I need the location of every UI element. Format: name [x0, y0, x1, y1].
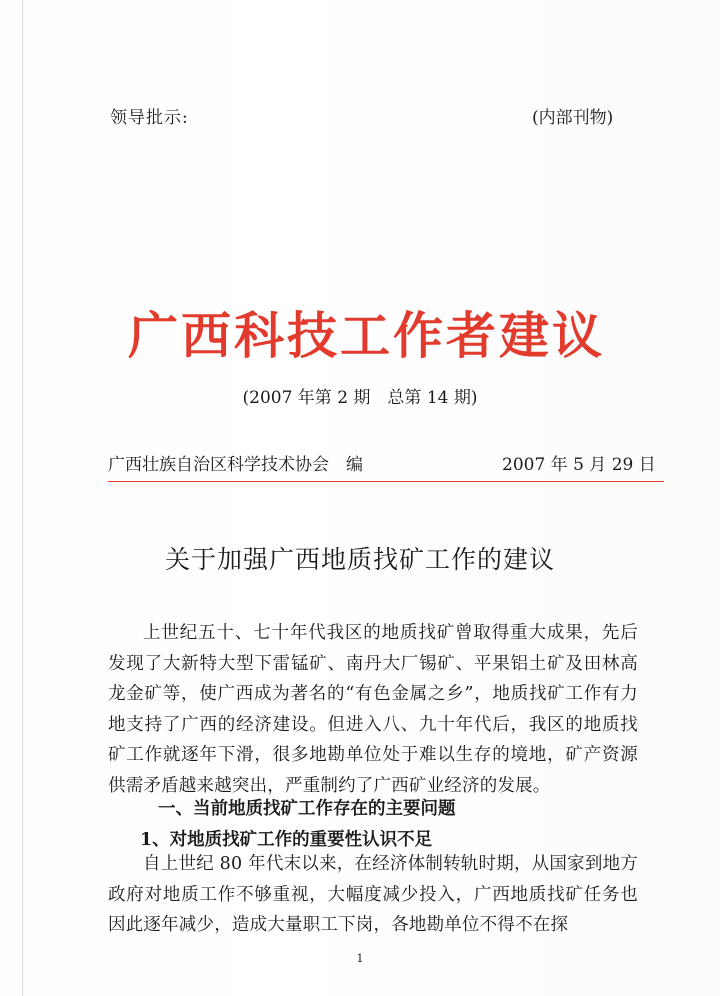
masthead-title: 广西科技工作者建议	[128, 307, 605, 365]
page-number: 1	[356, 952, 364, 965]
issue-number: (2007 年第 2 期 总第 14 期)	[242, 388, 478, 408]
document-title: 关于加强广西地质找矿工作的建议	[164, 545, 555, 574]
page-edge-line	[22, 0, 23, 996]
body-paragraph-1: 上世纪五十、七十年代我区的地质找矿曾取得重大成果，先后发现了大新特大型下雷锰矿、南丹大厂锡矿、平果铝土矿及田林高龙金矿等，使广西成为著名的“有色金属之乡”，地质找矿工作有力地支持了广西的经济建设。但进入八、九十年代后，我区的地质找矿工作就逐年下滑，很多地勘单位处于难以生存的境地，矿产资源供需矛盾越来越突出，严重制约了广西矿业经济的发展。	[108, 623, 638, 796]
publisher: 广西壮族自治区科学技术协会 编	[108, 455, 363, 475]
internal-publication-label: (内部刊物)	[532, 108, 614, 128]
section-heading-1: 一、当前地质找矿工作存在的主要问题	[158, 799, 456, 819]
body-paragraph-2: 自上世纪 80 年代末以来，在经济体制转轨时期，从国家到地方政府对地质工作不够重视，大幅度减少投入，广西地质找矿任务也因此逐年减少，造成大量职工下岗，各地勘单位不得不在探	[108, 854, 638, 935]
red-divider	[108, 481, 664, 482]
approval-label: 领导批示:	[110, 108, 189, 128]
subsection-heading-1: 1、对地质找矿工作的重要性认识不足	[140, 830, 433, 850]
publication-date: 2007 年 5 月 29 日	[502, 455, 656, 475]
